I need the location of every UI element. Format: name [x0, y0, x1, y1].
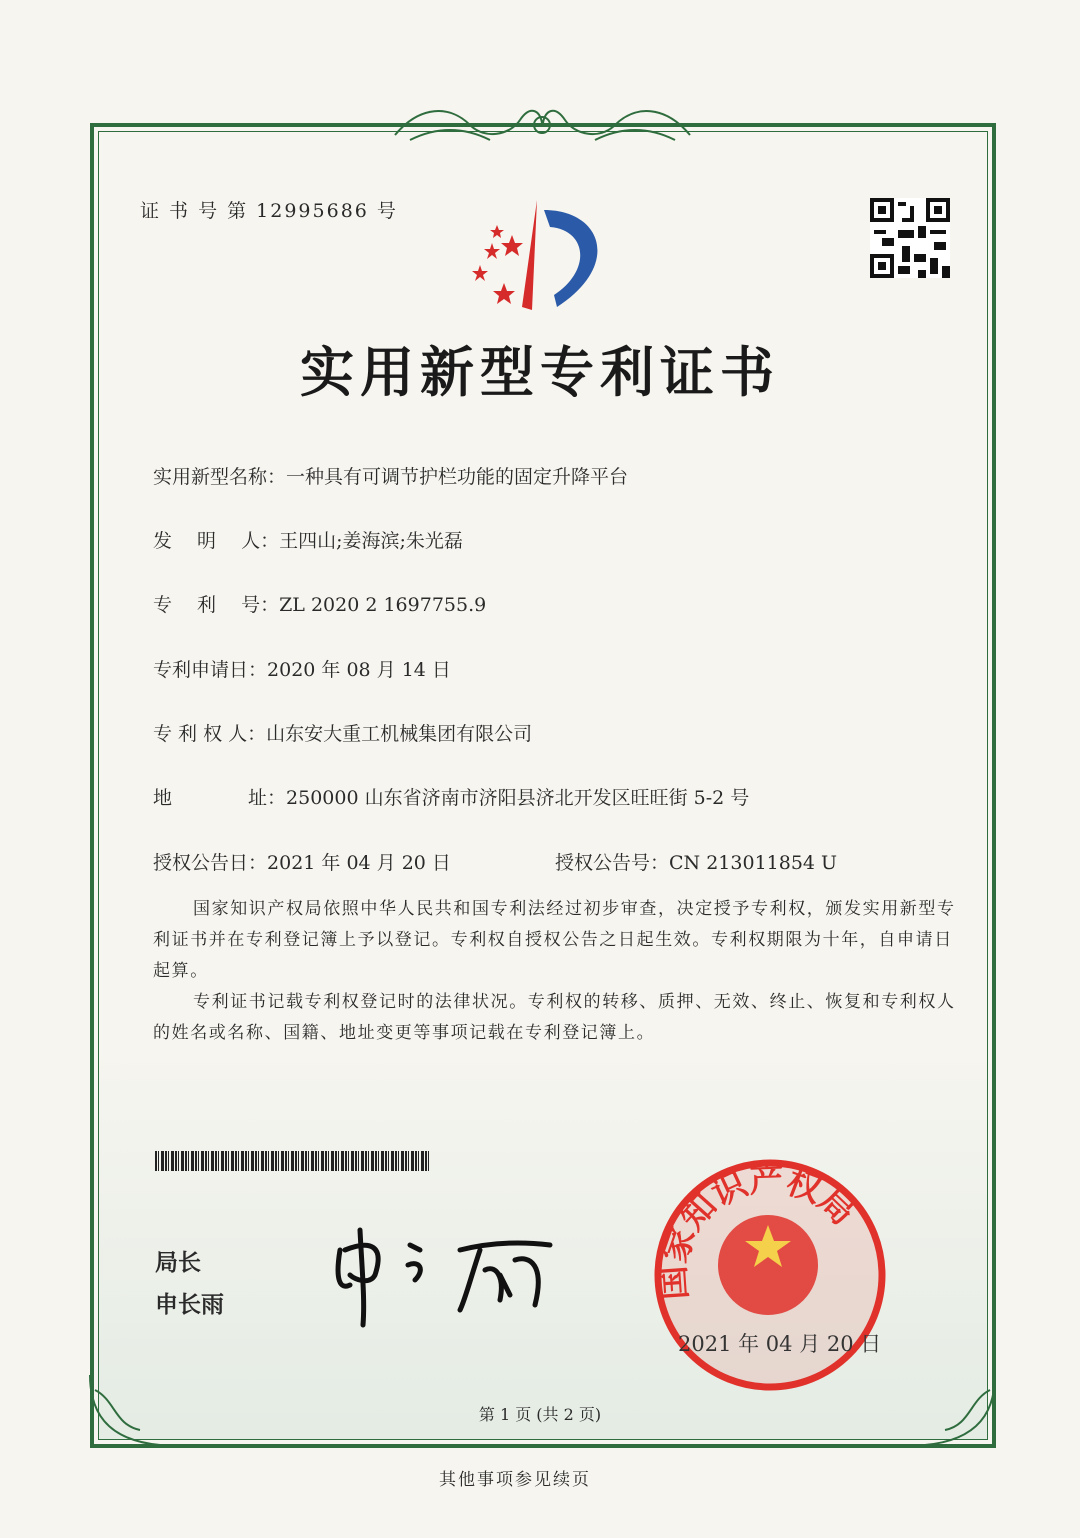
- field-value: ZL 2020 2 1697755.9: [279, 594, 487, 616]
- field-announcement-number: [555, 848, 837, 875]
- field-name: [153, 462, 628, 489]
- director-name: 申长雨: [155, 1292, 224, 1318]
- field-label: 发 明 人：: [153, 530, 280, 552]
- field-label: 地 址：: [153, 787, 287, 809]
- legal-status-statement: 专利证书记载专利权登记时的法律状况。专利权的转移、质押、无效、终止、恢复和专利权人的姓名或名称、国籍、地址变更等事项记载在专利登记簿上。: [153, 992, 956, 1043]
- field-value: 一种具有可调节护栏功能的固定升降平台: [286, 466, 629, 488]
- field-value: 250000 山东省济南市济阳县济北开发区旺旺街 5-2 号: [286, 787, 750, 809]
- director-signature-icon: [330, 1220, 560, 1330]
- field-label: 授权公告号：: [555, 852, 670, 874]
- certificate-title: 实用新型专利证书: [300, 340, 780, 404]
- field-label: 专 利 号：: [153, 594, 280, 616]
- field-label: 实用新型名称：: [153, 466, 287, 488]
- director-title: 局长: [155, 1250, 201, 1276]
- field-inventors: [153, 526, 463, 553]
- field-patent-number: [153, 590, 486, 617]
- page-indicator: 第 1 页 (共 2 页): [478, 1405, 602, 1424]
- official-seal-icon: [650, 1155, 890, 1395]
- field-grant-date: [153, 848, 451, 875]
- seal-date: 2021 年 04 月 20 日: [678, 1332, 882, 1356]
- field-application-date: [153, 655, 451, 682]
- field-value: 王四山;姜海滨;朱光磊: [279, 530, 463, 552]
- field-label: 授权公告日：: [153, 852, 268, 874]
- seal-text: 国家知识产权局: [653, 1159, 863, 1302]
- continued-note: 其他事项参见续页: [439, 1470, 591, 1490]
- field-address: [153, 783, 749, 810]
- field-value: 2020 年 08 月 14 日: [267, 659, 451, 681]
- cnipa-logo-icon: [462, 195, 622, 315]
- grant-statement: 国家知识产权局依照中华人民共和国专利法经过初步审查，决定授予专利权，颁发实用新型专利证书并在专利登记簿上予以登记。专利权自授权公告之日起生效。专利权期限为十年，自申请日起算。: [153, 899, 956, 981]
- field-value: CN 213011854 U: [669, 852, 838, 874]
- field-label: 专 利 权 人：: [153, 723, 267, 745]
- barcode: [155, 1151, 430, 1171]
- qr-code-icon: [870, 198, 950, 278]
- field-value: 2021 年 04 月 20 日: [267, 852, 451, 874]
- field-label: 专利申请日：: [153, 659, 268, 681]
- field-value: 山东安大重工机械集团有限公司: [266, 723, 533, 745]
- top-ornament-icon: [390, 95, 695, 150]
- certificate-number: 证 书 号 第 12995686 号: [140, 200, 398, 222]
- field-patentee: [153, 719, 532, 746]
